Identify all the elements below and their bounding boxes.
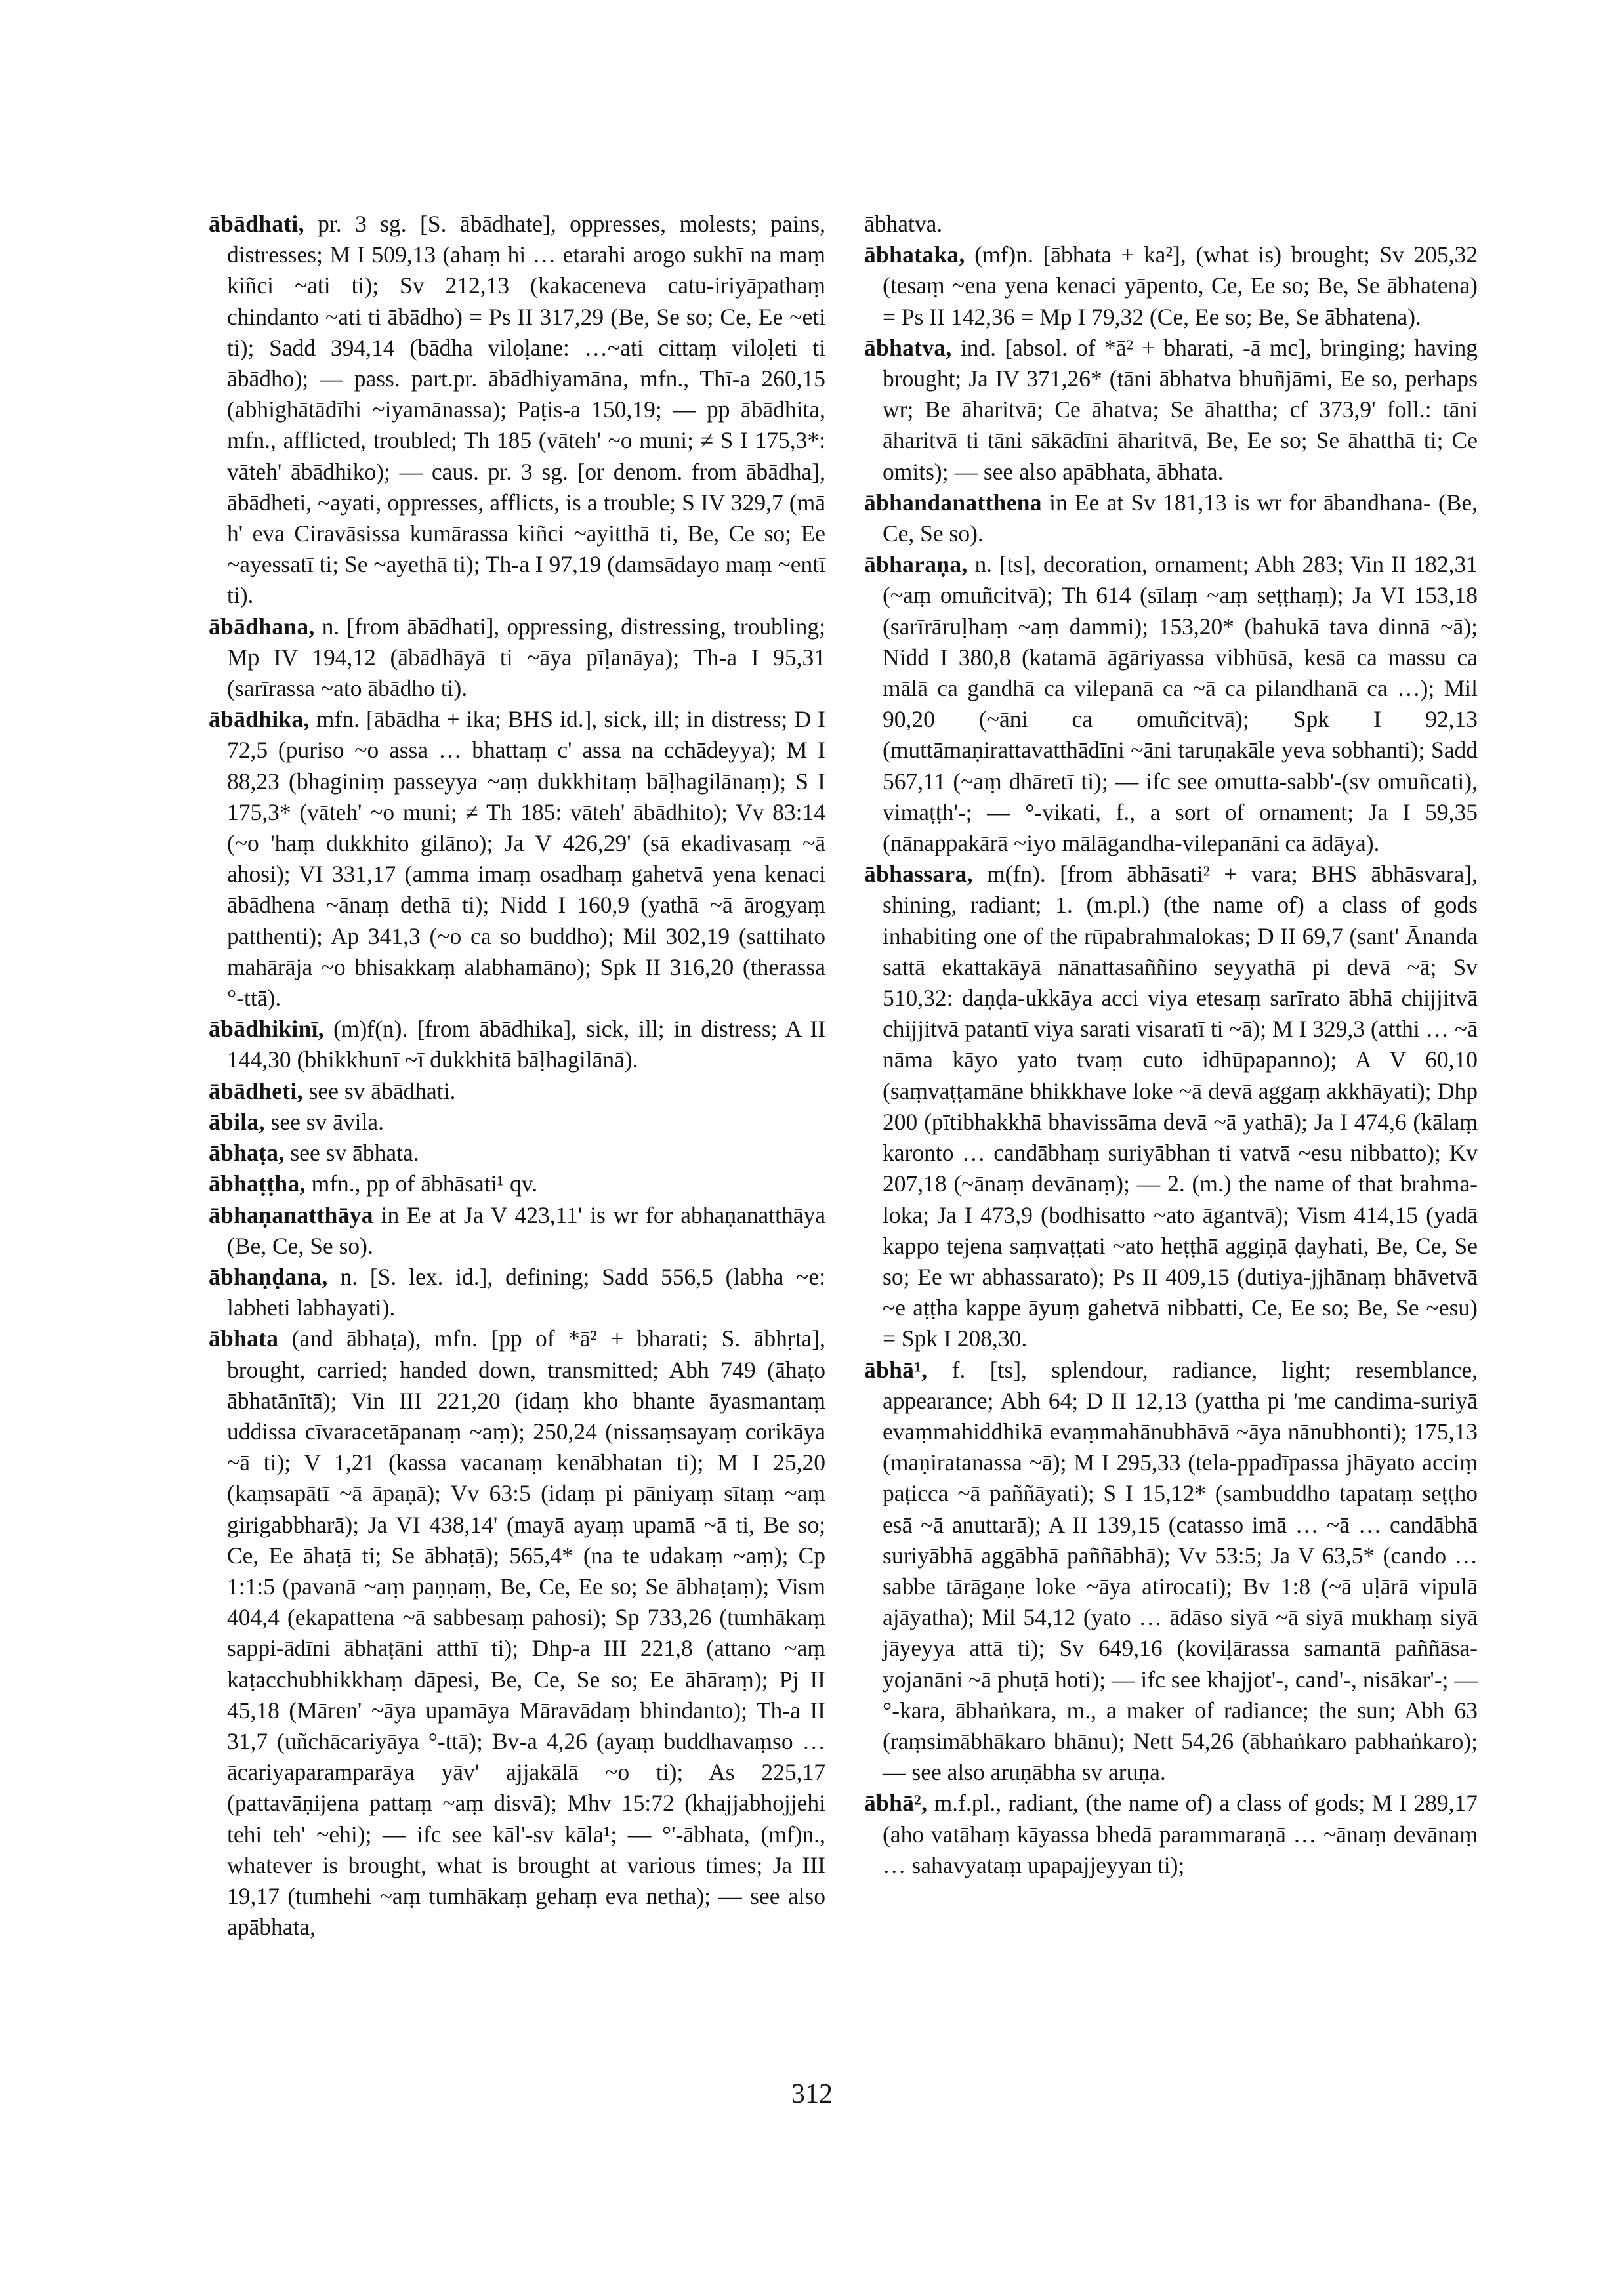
entry-body: see sv ābādhati. xyxy=(308,1077,456,1104)
entry-body: mfn., pp of ābhāsati¹ qv. xyxy=(311,1170,538,1197)
dictionary-entry xyxy=(864,487,1478,549)
entry-headword: ābhata xyxy=(209,1325,279,1352)
entry-body: in Ee at Ja V 423,11' is wr for abhaṇanatthāya (Be, Ce, Se so). xyxy=(227,1201,825,1259)
entry-body: f. [ts], splendour, radiance, light; resemblance, appearance; Abh 64; D II 12,13 (yattha pi 'me candima-suriyā evaṃmahiddhikā evaṃmahānubhāvā ~āya nānubhonti); 175,13 (maṇiratanassa ~ā); M I 295,33 (tela-ppadīpassa jhāyato acciṃ paṭicca ~ā paññāyati); S I 15,12* (sambuddho tapataṃ seṭṭho esā ~ā anuttarā); A II 139,15 (catasso imā … ~ā … candābhā suriyābhā aggābhā paññābhā); Vv 53:5; Ja V 63,5* (cando … sabbe tārāgaṇe loke ~āya atirocati); Bv 1:8 (~ā uḷārā vipulā ajāyatha); Mil 54,12 (yato … ādāso siyā ~ā siyā mukhaṃ siyā jāyeyya attā ti); Sv 649,16 (koviḷārassa samantā paññāsa-yojanāni ~ā phuṭā hoti); — ifc see khajjot'-, cand'-, nisākar'-; — °-kara, ābhaṅkara, m., a maker of radiance; the sun; Abh 63 (raṃsimābhākaro bhānu); Nett 54,26 (ābhaṅkaro pabhaṅkaro); — see also aruṇābha sv aruṇa. xyxy=(883,1356,1478,1786)
entry-headword: ābādhati, xyxy=(209,211,304,237)
entry-body: ind. [absol. of *ā² + bharati, -ā mc], bringing; having brought; Ja IV 371,26* (tāni ābhatva bhuñjāmi, Ee so, perhaps wr; Be āharitvā; Ce āhatva; Se āhattha; cf 373,9' foll.: tāni āharitvā ti tāni sākādīni āharitvā, Be, Ee so; Se āhatthā ti; Ce omits); — see also apābhata, ābhata. xyxy=(883,334,1478,485)
entry-headword: ābādhikinī, xyxy=(209,1016,324,1043)
entry-body: (m)f(n). [from ābādhika], sick, ill; in distress; A II 144,30 (bhikkhunī ~ī dukkhitā bāḷhagilānā). xyxy=(227,1016,826,1073)
entry-headword: ābila, xyxy=(209,1108,265,1135)
right-column xyxy=(864,209,1478,1881)
dictionary-entry xyxy=(864,333,1478,487)
entry-body: see sv ābhata. xyxy=(290,1140,419,1167)
dictionary-entry xyxy=(864,1355,1478,1788)
dictionary-entry xyxy=(209,209,825,611)
entry-body: n. [S. lex. id.], defining; Sadd 556,5 (labha ~e: labheti labhayati). xyxy=(227,1263,826,1321)
entry-body: m.f.pl., radiant, (the name of) a class of gods; M I 289,17 (aho vatāhaṃ kāyassa bhedā parammaraṇā … ~ānaṃ devānaṃ … sahavyataṃ upapajjeyyan ti); xyxy=(883,1790,1478,1878)
dictionary-entry xyxy=(864,859,1478,1354)
entry-body: n. [from ābādhati], oppressing, distressing, troubling; Mp IV 194,12 (ābādhāyā ti ~āya pīḷanāya); Th-a I 95,31 (sarīrassa ~ato ābādho ti). xyxy=(227,613,826,702)
dictionary-entry xyxy=(209,1262,825,1323)
entry-headword: ābharaṇa, xyxy=(864,551,968,578)
entry-headword: ābhaṭṭha, xyxy=(209,1170,306,1197)
entry-headword: ābādheti, xyxy=(209,1077,303,1104)
entry-body: n. [ts], decoration, ornament; Abh 283; Vin II 182,31 (~aṃ omuñcitvā); Th 614 (sīlaṃ ~aṃ seṭṭhaṃ); Ja VI 153,18 (sarīrāruḷhaṃ ~aṃ dammi); 153,20* (bahukā tava dinnā ~ā); Nidd I 380,8 (katamā āgāriyassa vibhūsā, kesā ca massu ca mālā ca gandhā ca vilepanā ca ~ā ca pilandhanā ca …); Mil 90,20 (~āni ca omuñcitvā); Spk I 92,13 (muttāmaṇirattavatthādīni ~āni taruṇakāle yeva sobhanti); Sadd 567,11 (~aṃ dhāretī ti); — ifc see omutta-sabb'-(sv omuñcati), vimaṭṭh'-; — °-vikati, f., a sort of ornament; Ja I 59,35 (nānappakārā ~iyo mālāgandha-vilepanāni ca ādāya). xyxy=(883,551,1478,857)
entry-body: (mf)n. [ābhata + ka²], (what is) brought; Sv 205,32 (tesaṃ ~ena yena kenaci yāpento, Ce, Ee so; Be, Se ābhatena) = Ps II 142,36 = Mp I 79,32 (Ce, Ee so; Be, Se ābhatena). xyxy=(883,241,1478,330)
entry-body: pr. 3 sg. [S. ābādhate], oppresses, molests; pains, distresses; M I 509,13 (ahaṃ hi … etarahi arogo sukhī na maṃ kiñci ~ati ti); Sv 212,13 (kakaceneva catu-iriyāpathaṃ chindanto ~ati ti ābādho) = Ps II 317,29 (Be, Se so; Ce, Ee ~eti ti); Sadd 394,14 (bādha viloḷane: …~ati cittaṃ viloḷeti ti ābādho); — pass. part.pr. ābādhiyamāna, mfn., Thī-a 260,15 (abhighātādīhi ~iyamānassa); Paṭis-a 150,19; — pp ābādhita, mfn., afflicted, troubled; Th 185 (vāteh' ~o muni; ≠ S I 175,3*: vāteh' ābādhiko); — caus. pr. 3 sg. [or denom. from ābādha], ābādheti, ~ayati, oppresses, afflicts, is a trouble; S IV 329,7 (mā h' eva Ciravāsissa kumārassa kiñci ~ayitthā ti, Be, Ce so; Ee ~ayessatī ti; Se ~ayethā ti); Th-a I 97,19 (damsādayo maṃ ~entī ti). xyxy=(227,211,825,609)
dictionary-entry xyxy=(209,1107,825,1138)
dictionary-entry xyxy=(209,1323,825,1943)
dictionary-entry xyxy=(864,209,1478,239)
entry-headword: ābhatva, xyxy=(864,334,952,361)
dictionary-entry xyxy=(209,1138,825,1168)
dictionary-entry xyxy=(864,549,1478,859)
dictionary-entry xyxy=(209,1168,825,1199)
entry-headword: ābādhika, xyxy=(209,706,310,733)
entry-headword: ābhaṇanatthāya xyxy=(209,1201,373,1228)
entry-headword: ābhataka, xyxy=(864,241,965,268)
entry-headword: ābhā¹, xyxy=(864,1356,928,1383)
entry-headword: ābhandanatthena xyxy=(864,489,1042,516)
dictionary-entry xyxy=(864,239,1478,333)
entry-body: ābhatva. xyxy=(864,211,943,237)
entry-headword: ābhaṭa, xyxy=(209,1140,285,1167)
entry-body: (and ābhaṭa), mfn. [pp of *ā² + bharati; S. ābhṛta], brought, carried; handed down, transmitted; Abh 749 (āhaṭo ābhatānītā); Vin III 221,20 (idaṃ kho bhante āyasmantaṃ uddissa cīvaracetāpanaṃ ~aṃ); 250,24 (nissaṃsayaṃ corikāya ~ā ti); V 1,21 (kassa vacanaṃ kenābhatan ti); M I 25,20 (kaṃsapātī ~ā āpaṇā); Vv 63:5 (idaṃ pi pāniyaṃ sītaṃ ~aṃ girigabbharā); Ja VI 438,14' (mayā ayaṃ upamā ~ā ti, Be so; Ce, Ee āhaṭā ti; Se ābhaṭā); 565,4* (na te udakaṃ ~aṃ); Cp 1:1:5 (pavanā ~aṃ paṇṇaṃ, Be, Ce, Ee so; Se ābhaṭaṃ); Vism 404,4 (ekapattena ~ā sabbesaṃ pahosi); Sp 733,26 (tumhākaṃ sappi-ādīni ābhaṭāni atthī ti); Dhp-a III 221,8 (attano ~aṃ kaṭacchubhikkhaṃ dāpesi, Be, Ce, Se so; Ee āhāraṃ); Pj II 45,18 (Māren' ~āya upamāya Māravādaṃ bhindanto); Th-a II 31,7 (uñchācariyāya °-ttā); Bv-a 4,26 (ayaṃ buddhavaṃso … ācariyaparamparāya yāv' ajjakālā ~o ti); As 225,17 (pattavāṇijena pattaṃ ~aṃ disvā); Mhv 15:72 (khajjabhojjehi tehi teh' ~ehi); — ifc see kāl'-sv kāla¹; — °'-ābhata, (mf)n., whatever is brought, what is brought at various times; Ja III 19,17 (tumhehi ~aṃ tumhākaṃ gehaṃ eva netha); — see also apābhata, xyxy=(227,1325,825,1941)
entry-headword: ābādhana, xyxy=(209,613,315,640)
dictionary-entry xyxy=(209,611,825,705)
dictionary-entry xyxy=(209,1200,825,1262)
dictionary-entry xyxy=(864,1788,1478,1881)
entry-headword: ābhā², xyxy=(864,1790,928,1817)
dictionary-entry xyxy=(209,1014,825,1075)
entry-body: m(fn). [from ābhāsati² + vara; BHS ābhāsvara], shining, radiant; 1. (m.pl.) (the name of) a class of gods inhabiting one of the rūpabrahmalokas; D II 69,7 (sant' Ānanda sattā ekattakāyā nānattasaññino seyyathā pi devā ~ā; Sv 510,32: daṇḍa-ukkāya acci viya etesaṃ sarīrato ābhā chijjitvā chijjitvā patantī viya sarati visaratī ti ~ā); M I 329,3 (atthi … ~ā nāma kāyo yato tvaṃ cuto idhūpapanno); A V 60,10 (saṃvaṭṭamāne bhikkhave loke ~ā devā aggaṃ akkhāyati); Dhp 200 (pītibhakkhā bhavissāma devā ~ā yathā); Ja I 474,6 (kālaṃ karonto … candābhaṃ suriyābhan ti vatvā ~esu nibbatto); Kv 207,18 (~ānaṃ devānaṃ); — 2. (m.) the name of that brahma-loka; Ja I 473,9 (bodhisatto ~ato āgantvā); Vism 414,15 (yadā kappo tejena saṃvaṭṭati ~ato heṭṭhā aggiṇā ḍayhati, Be, Ce, Se so; Ee wr abhassarato); Ps II 409,15 (dutiya-jjhānaṃ bhāvetvā ~e aṭṭha kappe āyuṃ gahetvā nibbatti, Ce, Ee so; Be, Se ~esu) = Spk I 208,30. xyxy=(883,861,1478,1352)
entry-body: see sv āvila. xyxy=(270,1108,385,1135)
dictionary-entry xyxy=(209,1076,825,1107)
dictionary-entry xyxy=(209,704,825,1014)
left-column xyxy=(209,209,825,1943)
entry-body: in Ee at Sv 181,13 is wr for ābandhana- (Be, Ce, Se so). xyxy=(883,489,1478,547)
entry-body: mfn. [ābādha + ika; BHS id.], sick, ill; in distress; D I 72,5 (puriso ~o assa … bhattaṃ c' assa na cchādeyya); M I 88,23 (bhaginiṃ passeyya ~aṃ dukkhitaṃ bāḷhagilānaṃ); S I 175,3* (vāteh' ~o muni; ≠ Th 185: vāteh' ābādhito); Vv 83:14 (~o 'haṃ dukkhito gilāno); Ja V 426,29' (sā ekadivasaṃ ~ā ahosi); VI 331,17 (amma imaṃ osadhaṃ gahetvā yena kenaci ābādhena ~ānaṃ dethā ti); Nidd I 160,9 (yathā ~ā ārogyaṃ patthenti); Ap 341,3 (~o ca so buddho); Mil 302,19 (sattihato mahārāja ~o bhisakkaṃ alabhamāno); Spk II 316,20 (therassa °-ttā). xyxy=(227,706,825,1012)
page-number: 312 xyxy=(791,2079,833,2109)
entry-headword: ābhaṇḍana, xyxy=(209,1263,328,1290)
entry-headword: ābhassara, xyxy=(864,861,973,888)
